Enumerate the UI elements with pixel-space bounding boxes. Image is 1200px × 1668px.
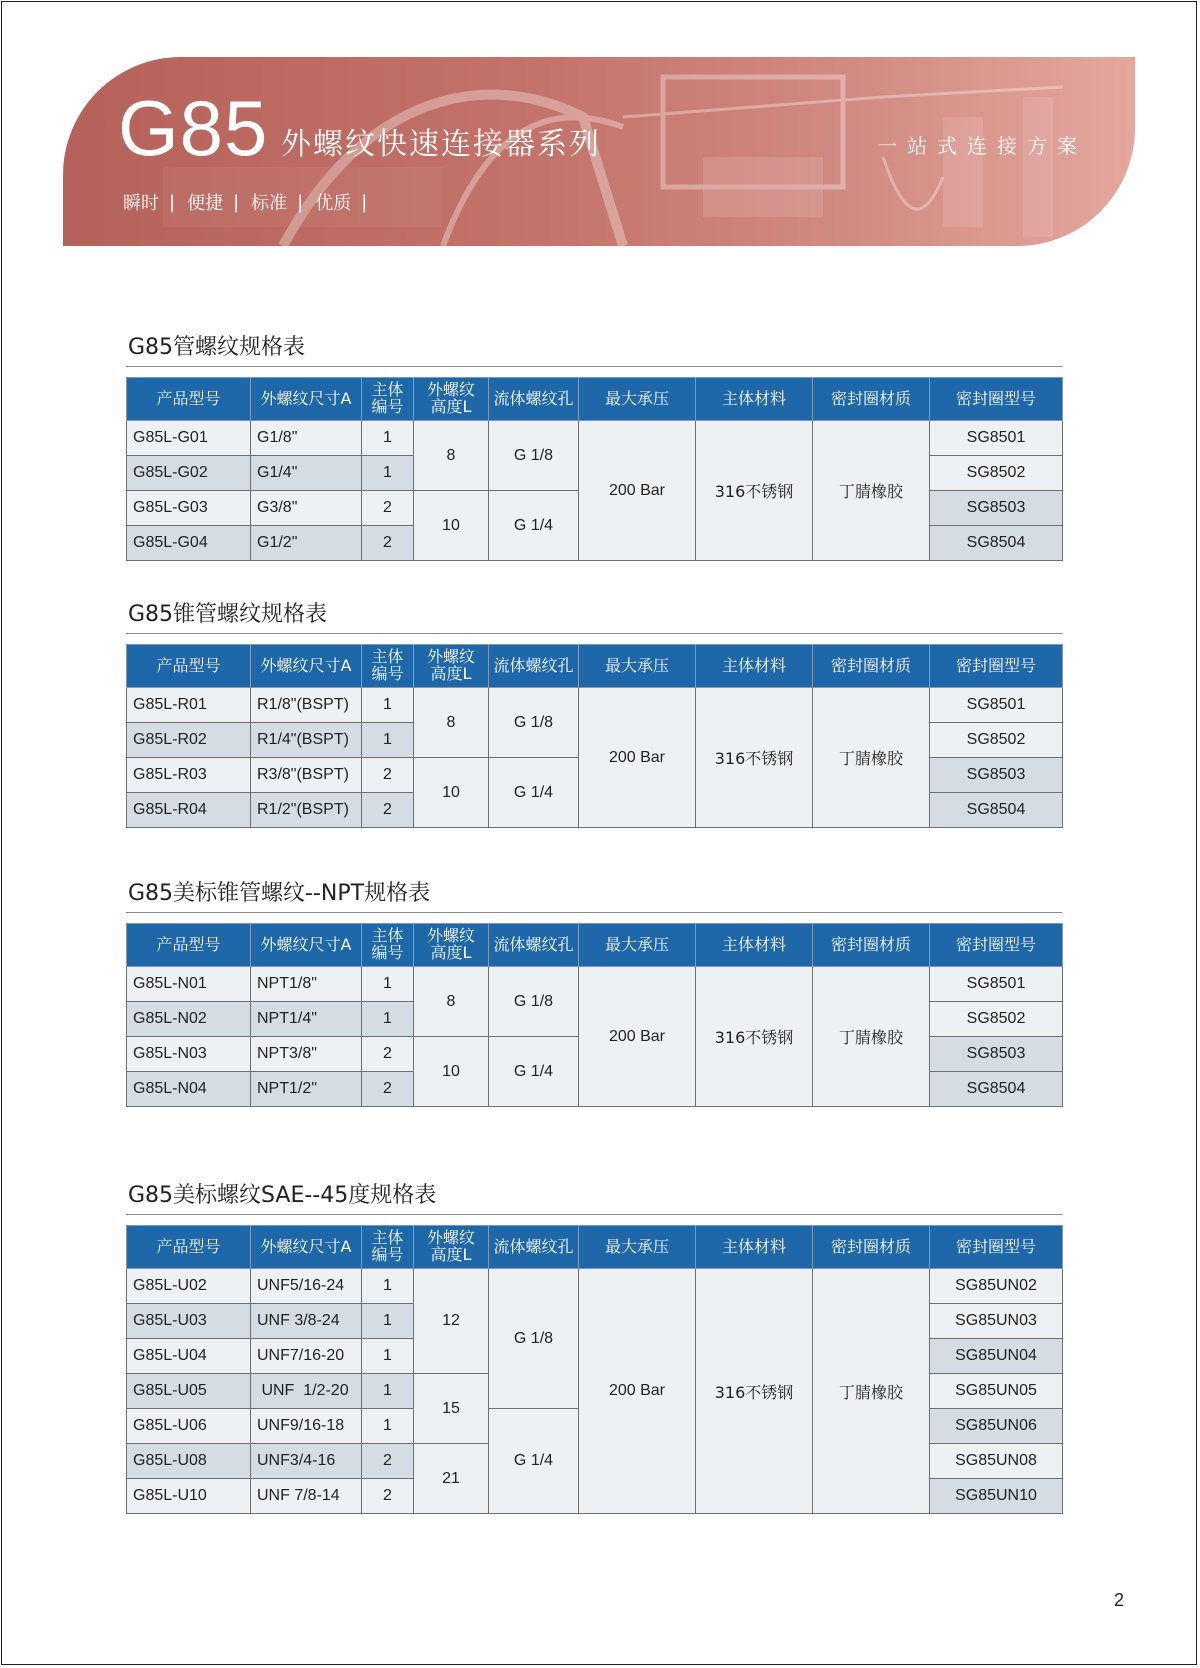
col-thread-size: 外螺纹尺寸A — [251, 378, 362, 421]
cell-port: G 1/4 — [489, 1409, 579, 1514]
cell-body: 2 — [362, 793, 414, 828]
tag-separator: | — [169, 191, 176, 213]
cell-model: G85L-G03 — [127, 491, 251, 526]
cell-seal-material: 丁腈橡胶 — [813, 1269, 930, 1514]
col-pressure: 最大承压 — [579, 1226, 696, 1269]
cell-model: G85L-G04 — [127, 526, 251, 561]
table-row — [127, 688, 1063, 723]
cell-model: G85L-U08 — [127, 1444, 251, 1479]
series-subtitle: 外螺纹快速连接器系列 — [281, 127, 601, 162]
feature-tag: 标准 — [251, 193, 288, 214]
col-body-no-line: 编号 — [371, 1245, 404, 1264]
cell-thread: G3/8" — [251, 491, 362, 526]
table-row — [127, 967, 1063, 1002]
cell-thread: UNF7/16-20 — [251, 1339, 362, 1374]
col-thread-size: 外螺纹尺寸A — [251, 645, 362, 688]
col-seal-material: 密封圈材质 — [813, 378, 930, 421]
cell-seal: SG8502 — [930, 456, 1063, 491]
cell-body: 1 — [362, 1374, 414, 1409]
col-height — [414, 378, 489, 421]
cell-port: G 1/4 — [489, 758, 579, 828]
cell-seal: SG8501 — [930, 967, 1063, 1002]
cell-pressure: 200 Bar — [579, 421, 696, 561]
cell-model: G85L-R01 — [127, 688, 251, 723]
cell-seal: SG8502 — [930, 1002, 1063, 1037]
cell-height: 10 — [414, 758, 489, 828]
cell-model: G85L-U10 — [127, 1479, 251, 1514]
col-material: 主体材料 — [696, 378, 813, 421]
cell-body: 1 — [362, 688, 414, 723]
cell-seal: SG8501 — [930, 421, 1063, 456]
cell-model: G85L-G01 — [127, 421, 251, 456]
col-port: 流体螺纹孔 — [489, 924, 579, 967]
col-model: 产品型号 — [127, 645, 251, 688]
cell-body: 2 — [362, 758, 414, 793]
col-height-line: 高度L — [430, 1245, 472, 1264]
cell-seal: SG8503 — [930, 1037, 1063, 1072]
cell-thread: R3/8"(BSPT) — [251, 758, 362, 793]
cell-port: G 1/8 — [489, 1269, 579, 1409]
cell-material: 316不锈钢 — [696, 967, 813, 1107]
cell-height: 21 — [414, 1444, 489, 1514]
cell-seal: SG8502 — [930, 723, 1063, 758]
cell-body: 1 — [362, 421, 414, 456]
cell-thread: R1/8"(BSPT) — [251, 688, 362, 723]
col-pressure: 最大承压 — [579, 378, 696, 421]
cell-material: 316不锈钢 — [696, 688, 813, 828]
cell-model: G85L-R03 — [127, 758, 251, 793]
col-body-no-line: 主体 — [371, 926, 404, 946]
col-body-no-line: 编号 — [371, 664, 404, 683]
col-height-line: 高度L — [430, 664, 472, 683]
cell-seal-material: 丁腈橡胶 — [813, 421, 930, 561]
cell-pressure: 200 Bar — [579, 1269, 696, 1514]
cell-model: G85L-N02 — [127, 1002, 251, 1037]
cell-port: G 1/4 — [489, 1037, 579, 1107]
cell-seal: SG8504 — [930, 526, 1063, 561]
cell-model: G85L-N01 — [127, 967, 251, 1002]
col-port: 流体螺纹孔 — [489, 378, 579, 421]
cell-model: G85L-G02 — [127, 456, 251, 491]
cell-body: 2 — [362, 1072, 414, 1107]
feature-tag: 优质 — [315, 193, 352, 214]
cell-model: G85L-U02 — [127, 1269, 251, 1304]
col-seal-material: 密封圈材质 — [813, 645, 930, 688]
cell-seal: SG85UN04 — [930, 1339, 1063, 1374]
cell-body: 1 — [362, 967, 414, 1002]
section-title: G85锥管螺纹规格表 — [126, 597, 1062, 634]
cell-port: G 1/8 — [489, 421, 579, 491]
col-height-line: 高度L — [430, 943, 472, 962]
col-seal-material: 密封圈材质 — [813, 1226, 930, 1269]
cell-pressure: 200 Bar — [579, 688, 696, 828]
cell-seal-material: 丁腈橡胶 — [813, 967, 930, 1107]
cell-thread: G1/4" — [251, 456, 362, 491]
col-material: 主体材料 — [696, 924, 813, 967]
col-seal-model: 密封圈型号 — [930, 1226, 1063, 1269]
cell-height: 8 — [414, 688, 489, 758]
cell-height: 12 — [414, 1269, 489, 1374]
col-height-line: 外螺纹 — [426, 647, 475, 667]
cell-height: 15 — [414, 1374, 489, 1444]
col-pressure: 最大承压 — [579, 645, 696, 688]
cell-body: 2 — [362, 526, 414, 561]
cell-thread: NPT1/4" — [251, 1002, 362, 1037]
col-height-line: 外螺纹 — [426, 380, 475, 400]
col-body-no-line: 编号 — [371, 943, 404, 962]
col-body-no-line: 主体 — [371, 647, 404, 667]
cell-body: 1 — [362, 1269, 414, 1304]
cell-body: 1 — [362, 1339, 414, 1374]
header-banner — [63, 57, 1135, 246]
cell-seal: SG85UN02 — [930, 1269, 1063, 1304]
cell-height: 10 — [414, 491, 489, 561]
cell-port: G 1/4 — [489, 491, 579, 561]
cell-seal: SG8503 — [930, 758, 1063, 793]
cell-thread: NPT1/2" — [251, 1072, 362, 1107]
feature-tags — [123, 189, 379, 215]
col-seal-model: 密封圈型号 — [930, 924, 1063, 967]
spec-table — [126, 923, 1063, 1107]
section-title: G85管螺纹规格表 — [126, 330, 1062, 367]
cell-height: 8 — [414, 967, 489, 1037]
cell-thread: G1/8" — [251, 421, 362, 456]
col-body-no — [362, 1226, 414, 1269]
cell-model: G85L-N03 — [127, 1037, 251, 1072]
section-title: G85美标螺纹SAE--45度规格表 — [126, 1178, 1062, 1215]
col-height-line: 外螺纹 — [426, 926, 475, 946]
col-height — [414, 645, 489, 688]
cell-seal: SG8504 — [930, 793, 1063, 828]
cell-seal-material: 丁腈橡胶 — [813, 688, 930, 828]
col-model: 产品型号 — [127, 1226, 251, 1269]
cell-model: G85L-R04 — [127, 793, 251, 828]
col-thread-size: 外螺纹尺寸A — [251, 1226, 362, 1269]
col-material: 主体材料 — [696, 1226, 813, 1269]
col-body-no-line: 主体 — [371, 380, 404, 400]
col-model: 产品型号 — [127, 378, 251, 421]
col-body-no — [362, 924, 414, 967]
col-seal-model: 密封圈型号 — [930, 645, 1063, 688]
cell-seal: SG85UN10 — [930, 1479, 1063, 1514]
cell-thread: UNF3/4-16 — [251, 1444, 362, 1479]
col-height-line: 高度L — [430, 397, 472, 416]
col-material: 主体材料 — [696, 645, 813, 688]
cell-seal: SG8503 — [930, 491, 1063, 526]
cell-material: 316不锈钢 — [696, 421, 813, 561]
spec-section-g — [126, 330, 1062, 561]
cell-body: 1 — [362, 723, 414, 758]
feature-tag: 便捷 — [187, 193, 224, 214]
cell-height: 8 — [414, 421, 489, 491]
cell-thread: UNF 3/8-24 — [251, 1304, 362, 1339]
spec-section-npt — [126, 876, 1062, 1107]
cell-material: 316不锈钢 — [696, 1269, 813, 1514]
table-header-row — [127, 1226, 1063, 1269]
spec-table — [126, 644, 1063, 828]
cell-body: 2 — [362, 1444, 414, 1479]
spec-table — [126, 377, 1063, 561]
cell-seal: SG8504 — [930, 1072, 1063, 1107]
cell-pressure: 200 Bar — [579, 967, 696, 1107]
cell-model: G85L-U06 — [127, 1409, 251, 1444]
cell-body: 1 — [362, 1304, 414, 1339]
cell-thread: G1/2" — [251, 526, 362, 561]
cell-thread: NPT1/8" — [251, 967, 362, 1002]
cell-thread: UNF9/16-18 — [251, 1409, 362, 1444]
cell-height: 10 — [414, 1037, 489, 1107]
cell-body: 2 — [362, 491, 414, 526]
tag-separator: | — [233, 191, 240, 213]
col-port: 流体螺纹孔 — [489, 1226, 579, 1269]
tag-separator: | — [361, 191, 368, 213]
page-number: 2 — [1113, 1590, 1124, 1610]
cell-port: G 1/8 — [489, 967, 579, 1037]
table-header-row — [127, 645, 1063, 688]
cell-seal: SG85UN08 — [930, 1444, 1063, 1479]
cell-port: G 1/8 — [489, 688, 579, 758]
spec-table — [126, 1225, 1063, 1514]
col-thread-size: 外螺纹尺寸A — [251, 924, 362, 967]
slogan: 一站式连接方案 — [877, 134, 1087, 158]
col-seal-model: 密封圈型号 — [930, 378, 1063, 421]
cell-body: 2 — [362, 1037, 414, 1072]
table-header-row — [127, 924, 1063, 967]
col-body-no — [362, 645, 414, 688]
cell-model: G85L-N04 — [127, 1072, 251, 1107]
cell-body: 2 — [362, 1479, 414, 1514]
col-port: 流体螺纹孔 — [489, 645, 579, 688]
cell-thread: R1/2"(BSPT) — [251, 793, 362, 828]
col-seal-material: 密封圈材质 — [813, 924, 930, 967]
table-row — [127, 421, 1063, 456]
col-body-no-line: 编号 — [371, 397, 404, 416]
cell-body: 1 — [362, 456, 414, 491]
series-code: G85 — [118, 84, 269, 172]
cell-body: 1 — [362, 1002, 414, 1037]
col-height — [414, 1226, 489, 1269]
col-body-no-line: 主体 — [371, 1228, 404, 1248]
col-height-line: 外螺纹 — [426, 1228, 475, 1248]
col-model: 产品型号 — [127, 924, 251, 967]
col-pressure: 最大承压 — [579, 924, 696, 967]
cell-thread: R1/4"(BSPT) — [251, 723, 362, 758]
cell-thread: NPT3/8" — [251, 1037, 362, 1072]
table-header-row — [127, 378, 1063, 421]
cell-seal: SG85UN03 — [930, 1304, 1063, 1339]
cell-body: 1 — [362, 1409, 414, 1444]
cell-thread: UNF 1/2-20 — [251, 1374, 362, 1409]
cell-seal: SG85UN06 — [930, 1409, 1063, 1444]
cell-model: G85L-U04 — [127, 1339, 251, 1374]
col-height — [414, 924, 489, 967]
cell-thread: UNF5/16-24 — [251, 1269, 362, 1304]
col-body-no — [362, 378, 414, 421]
section-title: G85美标锥管螺纹--NPT规格表 — [126, 876, 1062, 913]
cell-thread: UNF 7/8-14 — [251, 1479, 362, 1514]
cell-model: G85L-U03 — [127, 1304, 251, 1339]
cell-model: G85L-R02 — [127, 723, 251, 758]
table-row — [127, 1269, 1063, 1304]
feature-tag: 瞬时 — [123, 193, 159, 214]
cell-seal: SG8501 — [930, 688, 1063, 723]
cell-seal: SG85UN05 — [930, 1374, 1063, 1409]
cell-model: G85L-U05 — [127, 1374, 251, 1409]
spec-section-r — [126, 597, 1062, 828]
spec-section-sae — [126, 1178, 1062, 1514]
tag-separator: | — [297, 191, 304, 213]
